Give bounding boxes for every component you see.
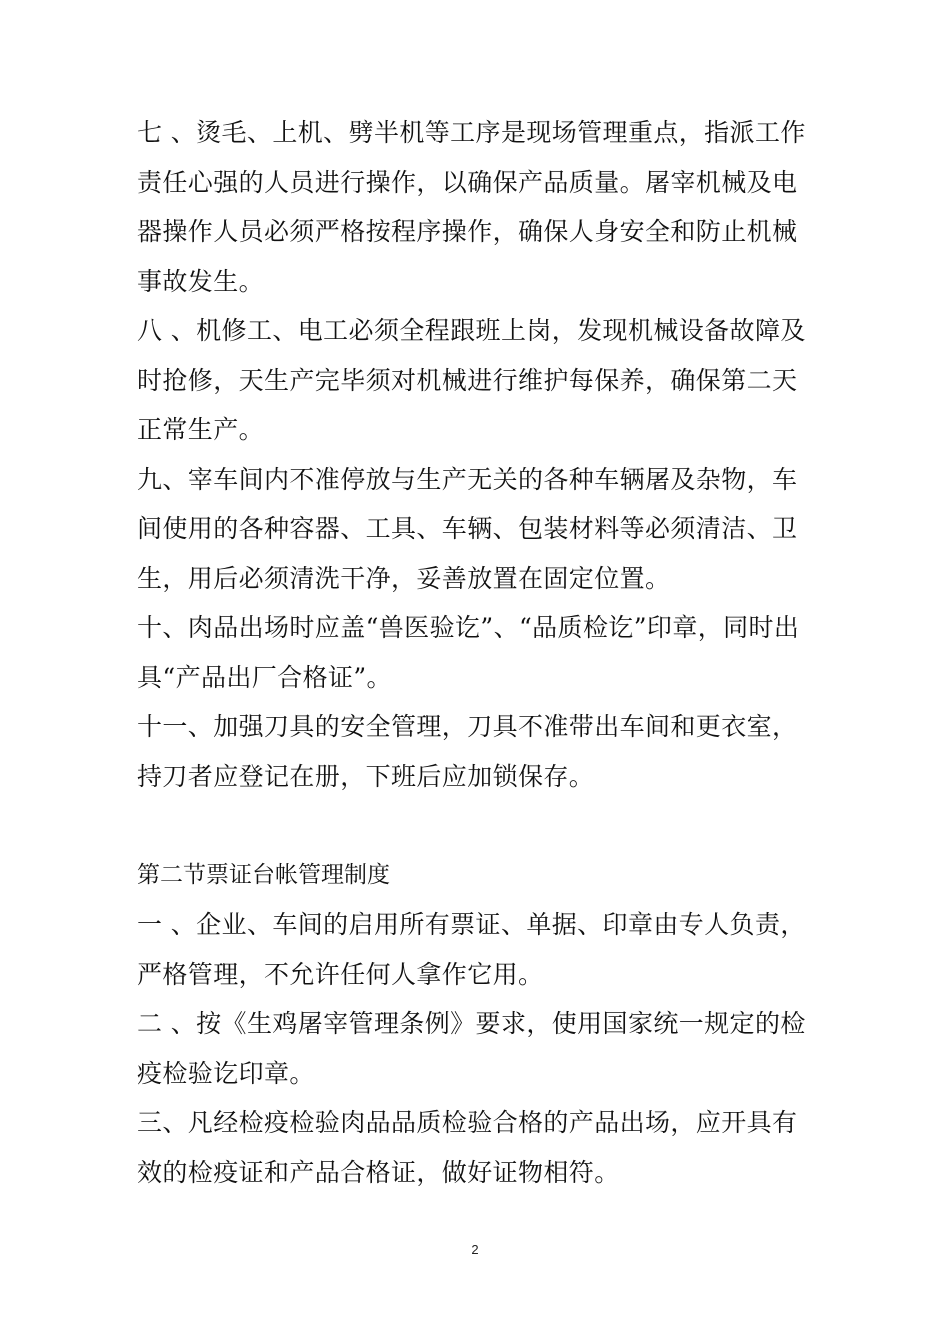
text-line: 七 、烫毛、上机、劈半机等工序是现场管理重点，指派工作 <box>137 118 806 147</box>
blank-line <box>137 801 827 851</box>
document-body <box>137 108 827 1197</box>
text-line: 三、凡经检疫检验肉品品质检验合格的产品出场，应开具有 <box>137 1108 798 1137</box>
paragraph-one <box>137 900 827 999</box>
text-line: 九、宰车间内不准停放与生产无关的各种车辆屠及杂物，车 <box>137 464 798 494</box>
text-line: 生，用后必须清洗干净，妥善放置在固定位置。 <box>137 563 671 593</box>
text-line: 责任心强的人员进行操作，以确保产品质量。屠宰机械及电 <box>137 167 798 197</box>
text-line: 器操作人员必须严格按程序操作，确保人身安全和防止机械 <box>137 217 798 246</box>
text-line: 时抢修，天生产完毕须对机械进行维护每保养，确保第二天 <box>137 365 798 395</box>
text-line: 间使用的各种容器、工具、车辆、包装材料等必须清洁、卫 <box>137 514 798 543</box>
text-line: 疫检验讫印章。 <box>137 1058 315 1088</box>
section-title: 第二节票证台帐管理制度 <box>137 861 390 888</box>
text-line: 正常生产。 <box>137 415 265 444</box>
paragraph-ten <box>137 603 827 702</box>
paragraph-three <box>137 1098 827 1197</box>
text-line: 十、肉品出场时应盖“兽医验讫”、“品质检讫”印章，同时出 <box>137 613 800 642</box>
paragraph-seven <box>137 108 827 306</box>
text-line: 具“产品出厂合格证”。 <box>137 662 392 692</box>
text-line: 十一、加强刀具的安全管理，刀具不准带出车间和更衣室， <box>137 712 798 741</box>
text-line: 一 、企业、车间的启用所有票证、单据、印章由专人负责， <box>137 910 806 939</box>
text-line: 严格管理，不允许任何人拿作它用。 <box>137 959 544 989</box>
paragraph-eleven <box>137 702 827 801</box>
paragraph-two <box>137 999 827 1098</box>
paragraph-eight <box>137 306 827 455</box>
text-line: 事故发生。 <box>137 266 265 296</box>
text-line: 二 、按《生鸡屠宰管理条例》要求，使用国家统一规定的检 <box>137 1009 806 1038</box>
text-line: 八 、机修工、电工必须全程跟班上岗，发现机械设备故障及 <box>137 316 806 345</box>
page-number: 2 <box>471 1242 479 1257</box>
paragraph-nine <box>137 455 827 604</box>
text-line: 持刀者应登记在册，下班后应加锁保存。 <box>137 761 595 791</box>
text-line: 效的检疫证和产品合格证，做好证物相符。 <box>137 1157 620 1187</box>
